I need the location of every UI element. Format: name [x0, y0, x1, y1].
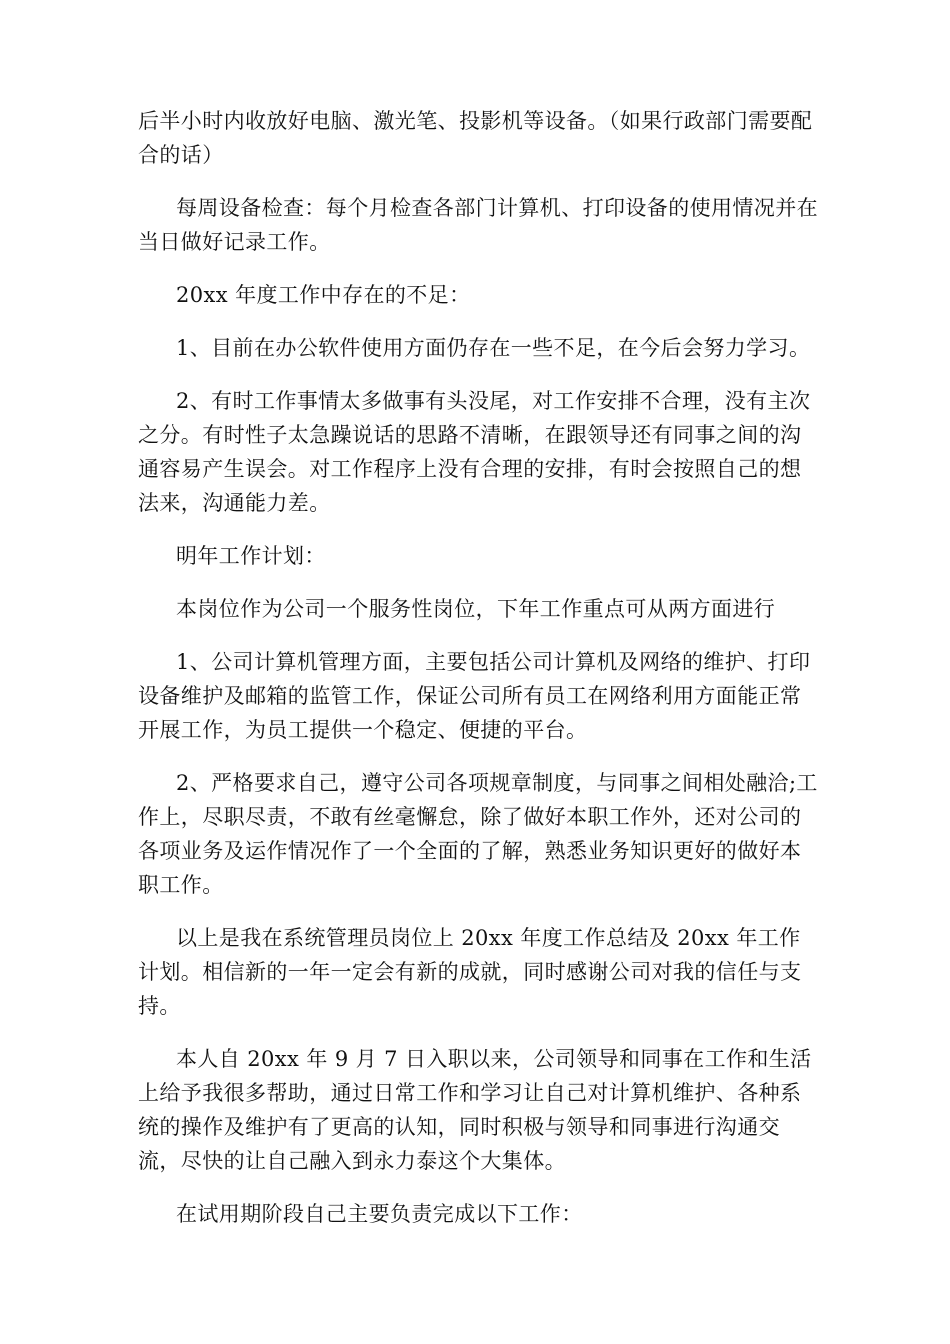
heading-shortcomings: 20xx 年度工作中存在的不足：: [176, 283, 471, 307]
paragraph-shortcoming-1: 1、目前在办公软件使用方面仍存在一些不足，在今后会努力学习。: [176, 336, 811, 360]
paragraph-plan-1: 1、公司计算机管理方面，主要包括公司计算机及网络的维护、打印设备维护及邮箱的监管工作，保证公司所有员工在网络利用方面能正常开展工作，为员工提供一个稳定、便捷的平台。: [138, 650, 811, 742]
paragraph-equipment-storage: 后半小时内收放好电脑、激光笔、投影机等设备。（如果行政部门需要配合的话）: [138, 109, 813, 167]
document-body: [138, 104, 818, 1250]
paragraph-plan-intro: 本岗位作为公司一个服务性岗位，下年工作重点可从两方面进行: [176, 597, 776, 621]
heading-probation-work: 在试用期阶段自己主要负责完成以下工作：: [176, 1202, 583, 1226]
paragraph-shortcoming-2: 2、有时工作事情太多做事有头没尾，对工作安排不合理，没有主次之分。有时性子太急躁说话的思路不清晰，在跟领导还有同事之间的沟通容易产生误会。对工作程序上没有合理的安排，有时会按照自己的想法来，沟通能力差。: [138, 389, 811, 515]
paragraph-onboarding: 本人自 20xx 年 9 月 7 日入职以来，公司领导和同事在工作和生活上给予我很多帮助，通过日常工作和学习让自己对计算机维护、各种系统的操作及维护有了更高的认知，同时积极与领导和同事进行沟通交流，尽快的让自己融入到永力泰这个大集体。: [138, 1047, 812, 1173]
paragraph-weekly-check: 每周设备检查：每个月检查各部门计算机、打印设备的使用情况并在当日做好记录工作。: [138, 196, 818, 254]
heading-next-year-plan: 明年工作计划：: [176, 544, 326, 568]
paragraph-plan-2: 2、严格要求自己，遵守公司各项规章制度，与同事之间相处融洽;工作上，尽职尽责，不敢有丝毫懈怠，除了做好本职工作外，还对公司的各项业务及运作情况作了一个全面的了解，熟悉业务知识更好的做好本职工作。: [138, 771, 818, 897]
paragraph-summary: 以上是我在系统管理员岗位上 20xx 年度工作总结及 20xx 年工作计划。相信新的一年一定会有新的成就，同时感谢公司对我的信任与支持。: [138, 926, 802, 1018]
